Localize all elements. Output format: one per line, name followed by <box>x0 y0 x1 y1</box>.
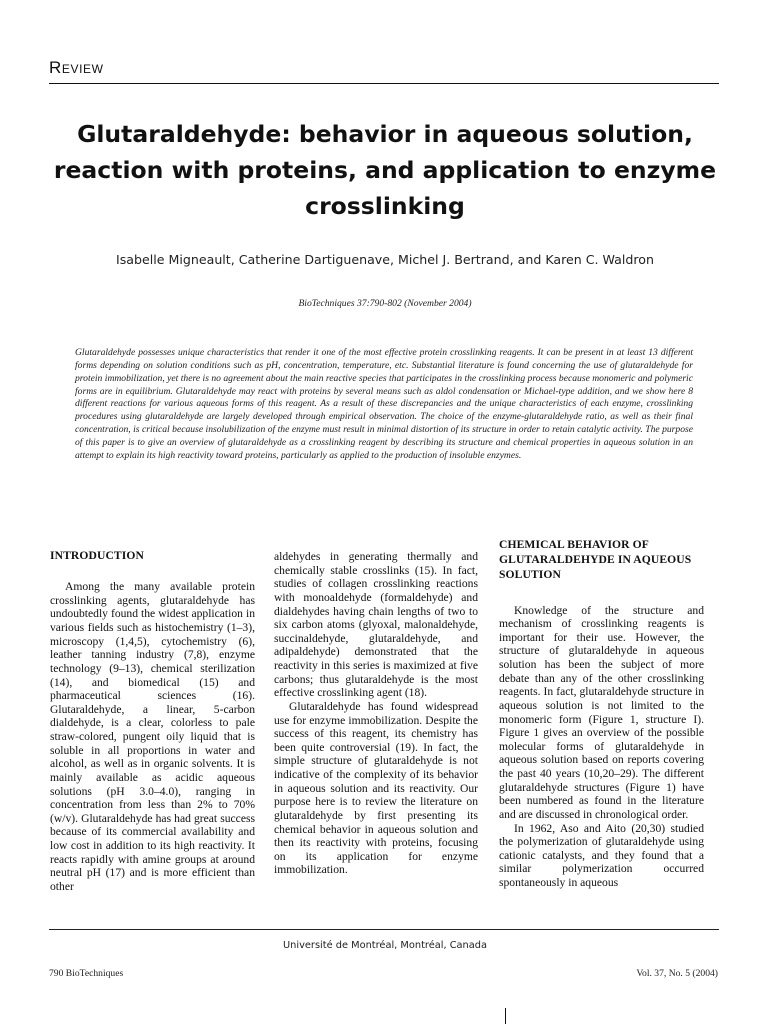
body-paragraph: Among the many available protein crosslinking agents, glutaraldehyde has undoubtedly found the widest application in various fields such as histochemistry (1–3), microscopy (1,4,5), cytochemistry (6), leather tanning industry (7,8), enzyme technology (9–13), chemical sterilization (14), and biomedical (15) and pharmaceutical sciences (16). Glutaraldehyde, a linear, 5-carbon dialdehyde, is a clear, colorless to pale straw-colored, pungent oily liquid that is soluble in all proportions in water and alcohol, as well as in organic solvents. It is mainly available as acidic aqueous solutions (pH 3.0–4.0), ranging in concentration from less than 2% to 70% (w/v). Glutaraldehyde has had great success because of its commercial availability and low cost in addition to its high reactivity. It reacts rapidly with amine groups at around neutral pH (17) and is more efficient than other <box>50 580 255 893</box>
introduction-heading: INTRODUCTION <box>50 549 144 562</box>
chemical-behavior-heading: CHEMICAL BEHAVIOR OF GLUTARALDEHYDE IN AQUEOUS SOLUTION <box>499 538 692 582</box>
section-label: Review <box>49 58 104 77</box>
body-paragraph: Knowledge of the structure and mechanism of crosslinking reagents is important for their use. However, the structure of glutaraldehyde in aqueous solution has been the subject of more debate than any of the other crosslinking reagents. In fact, glutaraldehyde structure in aqueous solution is not limited to the monomeric form (Figure 1, structure I). Figure 1 gives an overview of the possible molecular forms of glutaraldehyde in aqueous solution based on reports covering the past 40 years (10,20–29). The different glutaraldehyde structures (Figure 1) have been numbered as found in the literature and are discussed in chronological order. <box>499 603 704 821</box>
column-right <box>499 537 704 890</box>
abstract: Glutaraldehyde possesses unique characteristics that render it one of the most effective protein crosslinking reagents. It can be present in at least 13 different forms depending on solution conditions such as pH, concentration, temperature, etc. Substantial literature is found concerning the use of glutaraldehyde for protein immobilization, yet there is no agreement about the main reactive species that participates in the crosslinking process because monomeric and polymeric forms are in equilibrium. Glutaraldehyde may react with proteins by several means such as aldol condensation or Michael-type addition, and we show here 8 different reactions for various aqueous forms of this reagent. As a result of these discrepancies and the unique characteristics of each enzyme, crosslinking procedures using glutaraldehyde are largely developed through empirical observation. The choice of the enzyme-glutaraldehyde ratio, as well as their final concentration, is critical because insolubilization of the enzyme must result in minimal distortion of its structure in order to retain catalytic activity. The purpose of this paper is to give an overview of glutaraldehyde as a crosslinking reagent by describing its structure and chemical properties in aqueous solution in an attempt to explain its high reactivity toward proteins, particularly as applied to the production of insoluble enzymes. <box>75 347 693 461</box>
column-middle <box>274 550 478 877</box>
header-rule <box>49 83 719 84</box>
article-title: Glutaraldehyde: behavior in aqueous solution, reaction with proteins, and application to enzyme crosslinking <box>53 120 717 220</box>
body-paragraph: In 1962, Aso and Aito (20,30) studied the polymerization of glutaraldehyde using cationic catalysts, and they found that a similar polymerization occurred spontaneously in aqueous <box>499 821 704 890</box>
affiliation: Université de Montréal, Montréal, Canada <box>283 940 487 951</box>
journal-citation: BioTechniques 37:790-802 (November 2004) <box>298 298 472 309</box>
footer-rule <box>49 929 719 930</box>
body-paragraph: aldehydes in generating thermally and chemically stable crosslinks (15). In fact, studies of collagen crosslinking reactions with monoaldehyde (formaldehyde) and dialdehydes having chain lengths of two to six carbon atoms (glyoxal, malonaldehyde, succinaldehyde, glutaraldehyde, and adipaldehyde) demonstrated that the reactivity in this series is maximized at five carbons; thus glutaraldehyde is the most effective crosslinking agent (18). <box>274 550 478 700</box>
page-edge-mark <box>505 1008 506 1024</box>
body-paragraph: Glutaraldehyde has found widespread use for enzyme immobilization. Despite the success of this reagent, its chemistry has been quite controversial (19). In fact, the simple structure of glutaraldehyde is not indicative of the complexity of its behavior in aqueous solution and its reactivity. Our purpose here is to review the literature on glutaraldehyde by first presenting its chemical behavior in aqueous solution and then its reactivity with proteins, focusing on its application for enzyme immobilization. <box>274 699 478 877</box>
author-list: Isabelle Migneault, Catherine Dartiguenave, Michel J. Bertrand, and Karen C. Waldron <box>116 252 654 267</box>
volume-issue: Vol. 37, No. 5 (2004) <box>636 968 718 979</box>
page-number-journal: 790 BioTechniques <box>49 968 124 979</box>
column-left <box>50 548 255 894</box>
